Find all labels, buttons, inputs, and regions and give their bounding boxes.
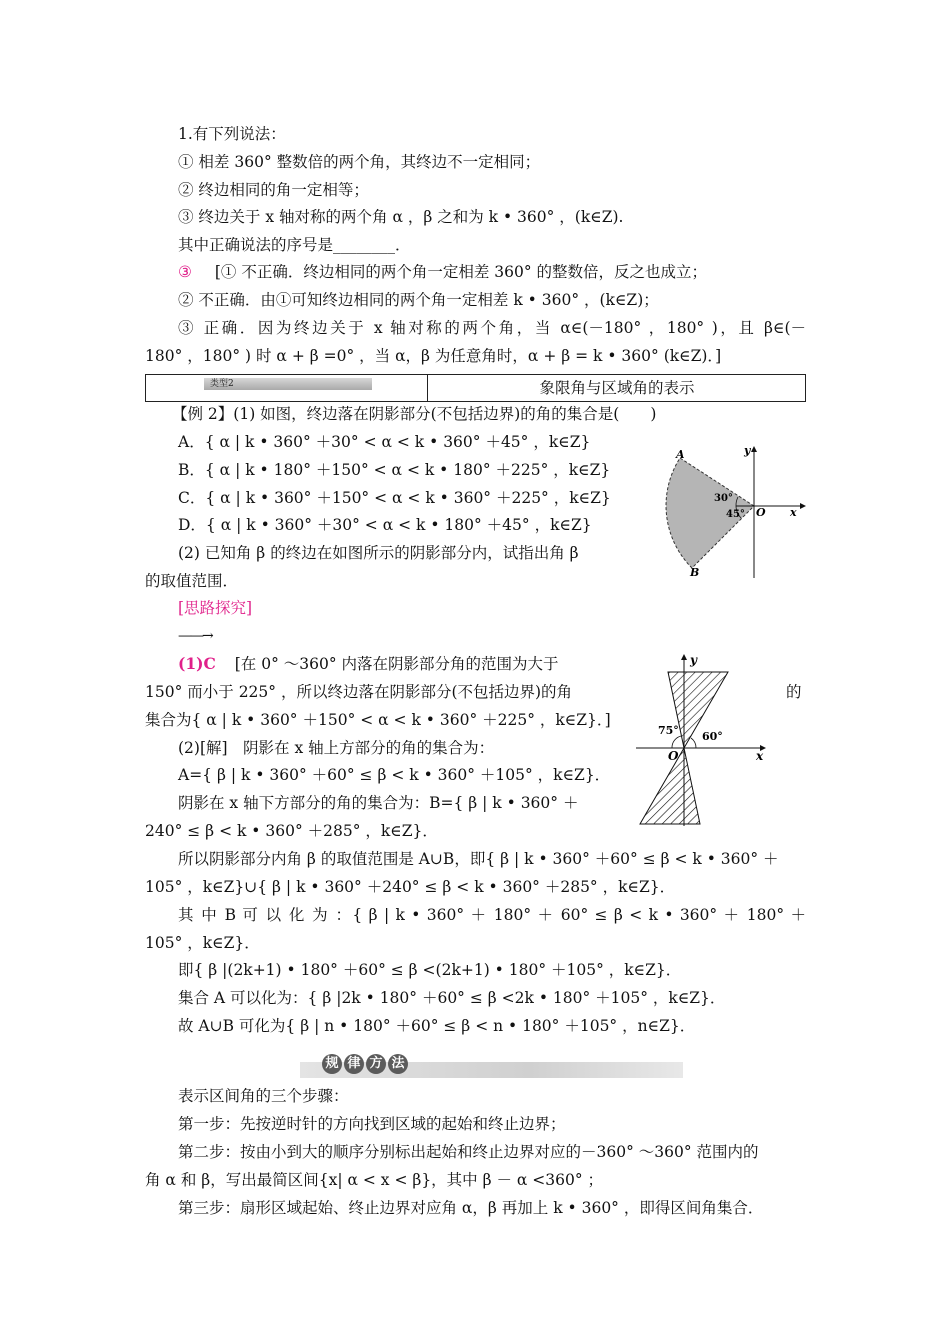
answer-mark: ③: [178, 263, 192, 281]
solution-line-7: 240° ≤ β < k • 360° ＋285° ，k∈Z}．: [145, 822, 438, 840]
solution-line-2: 150° 而小于 225° ，所以终边落在阴影部分(不包括边界)的角: [145, 683, 573, 701]
angle-arc-75: [672, 736, 681, 748]
rule-method-banner: [300, 1056, 683, 1078]
solution-line-1: [178, 654, 559, 674]
rule-line-5: 第三步：扇形区域起始、终止边界对应角 α，β 再加上 k • 360° ，即得区间角集合．: [178, 1199, 764, 1217]
label-45deg: 45°: [726, 509, 745, 520]
statement-3: ③ 终边关于 x 轴对称的两个角 α ，β 之和为 k • 360° ，(k∈Z).: [178, 208, 624, 226]
solution-line-10: 其 中 B 可 以 化 为 ：{ β | k • 360° ＋ 180° ＋ 60° ≤ β < k • 360° ＋ 180° ＋: [178, 906, 806, 924]
rule-line-1: 表示区间角的三个步骤：: [178, 1087, 349, 1105]
rule-line-2: 第一步：先按逆时针的方向找到区域的起始和终止边界；: [178, 1115, 566, 1133]
figure-sector-shaded: [640, 440, 810, 580]
solution-line-8: 所以阴影部分内角 β 的取值范围是 A∪B，即{ β | k • 360° ＋60° ≤ β < k • 360° ＋: [178, 850, 779, 868]
solution-line-5: A={ β | k • 360° ＋60° ≤ β < k • 360° ＋105° ，k∈Z}．: [178, 766, 611, 784]
solution-line-14: 故 A∪B 可化为{ β | n • 180° ＋60° ≤ β < n • 180° ＋105° ，n∈Z}．: [178, 1017, 696, 1035]
example-question-2: (2) 已知角 β 的终边在如图所示的阴影部分内，试指出角 β: [178, 544, 579, 562]
think-arrow: ——→: [178, 628, 212, 644]
example-question-2-tail: 的取值范围．: [145, 572, 239, 590]
option-c: C．{ α | k • 360° ＋150° < α < k • 360° ＋225° ，k∈Z}: [178, 489, 611, 507]
solution-text-1: [在 0° ～360° 内落在阴影部分角的范围为大于: [234, 655, 559, 673]
solution-line-2-tail: 的: [786, 683, 802, 701]
answer-text-1: [① 不正确．终边相同的两个角一定相差 360° 的整数倍，反之也成立；: [214, 263, 708, 281]
solution-line-9: 105° ，k∈Z}∪{ β | k • 360° ＋240° ≤ β < k • 360° ＋285° ，k∈Z}．: [145, 878, 676, 896]
solution-line-13: 集合 A 可以化为：{ β |2k • 180° ＋60° ≤ β <2k • 180° ＋105° ，k∈Z}．: [178, 989, 726, 1007]
question-blank: 其中正确说法的序号是________．: [178, 236, 411, 254]
option-b: B．{ α | k • 180° ＋150° < α < k • 180° ＋225° ，k∈Z}: [178, 461, 611, 479]
option-d: D．{ α | k • 360° ＋30° < α < k • 180° ＋45° ，k∈Z}: [178, 516, 592, 534]
section-type-tag: 类型2: [204, 378, 372, 390]
solution-line-3: 集合为{ α | k • 360° ＋150° < α < k • 360° ＋225° ，k∈Z}．]: [145, 711, 611, 729]
label-75deg: 75°: [658, 724, 679, 737]
solution-line-4: (2)[解] 阴影在 x 轴上方部分的角的集合为：: [178, 739, 495, 757]
rule-chip-1: 规: [322, 1054, 342, 1074]
example-question-1: 【例 2】(1) 如图，终边落在阴影部分(不包括边界)的角的集合是( ): [172, 405, 657, 423]
label-b: B: [690, 566, 700, 579]
answer-line-2: ② 不正确．由①可知终边相同的两个角一定相差 k • 360° ，(k∈Z)；: [178, 291, 659, 309]
solution-answer-mark: (1)C: [178, 654, 216, 673]
label-origin: O: [756, 506, 766, 519]
rule-line-3: 第二步：按由小到大的顺序分别标出起始和终止边界对应的－360° ～360° 范围内的: [178, 1143, 759, 1161]
solution-line-12: 即{ β |(2k+1) • 180° ＋60° ≤ β <(2k+1) • 180° ＋105° ，k∈Z}．: [178, 961, 682, 979]
section-banner: [145, 374, 806, 402]
answer-line-3: ③ 正确．因为终边关于 x 轴对称的两个角，当 α∈(－180° ，180° )，且 β∈(－: [178, 319, 806, 337]
answer-line-1: [178, 262, 707, 282]
label-60deg: 60°: [702, 730, 723, 743]
think-label: [思路探究]: [178, 599, 253, 617]
rule-chip-4: 法: [388, 1054, 408, 1074]
y-axis-arrow-icon: [751, 446, 757, 452]
answer-line-4: 180° ，180° ) 时 α + β =0° ，当 α，β 为任意角时，α + β = k • 360° (k∈Z)．]: [145, 347, 722, 365]
figure-hatched-regions: [632, 650, 782, 830]
label-30deg: 30°: [714, 493, 733, 504]
label-a: A: [676, 448, 685, 461]
label-y: y: [690, 653, 697, 667]
y-axis-arrow-icon: [681, 654, 687, 660]
section-title: 象限角与区域角的表示: [539, 379, 695, 397]
solution-line-6: 阴影在 x 轴下方部分的角的集合为：B={ β | k • 360° ＋: [178, 794, 579, 812]
solution-line-11: 105° ，k∈Z}．: [145, 934, 260, 952]
rule-chip-3: 方: [366, 1054, 386, 1074]
x-axis-arrow-icon: [800, 503, 806, 509]
angle-arc-60: [691, 738, 696, 748]
rule-line-4: 角 α 和 β，写出最简区间{x| α < x < β}，其中 β － α <360° ；: [145, 1171, 604, 1189]
statement-2: ② 终边相同的角一定相等；: [178, 181, 369, 199]
rule-chip-2: 律: [344, 1054, 364, 1074]
label-x: x: [790, 506, 797, 519]
statement-1: ① 相差 360° 整数倍的两个角，其终边不一定相同；: [178, 153, 541, 171]
option-a: A．{ α | k • 360° ＋30° < α < k • 360° ＋45° ，k∈Z}: [178, 433, 591, 451]
label-origin: O: [668, 749, 679, 763]
label-y: y: [744, 444, 751, 457]
problem-1-intro: 1.有下列说法：: [178, 125, 286, 143]
label-x: x: [756, 749, 764, 763]
